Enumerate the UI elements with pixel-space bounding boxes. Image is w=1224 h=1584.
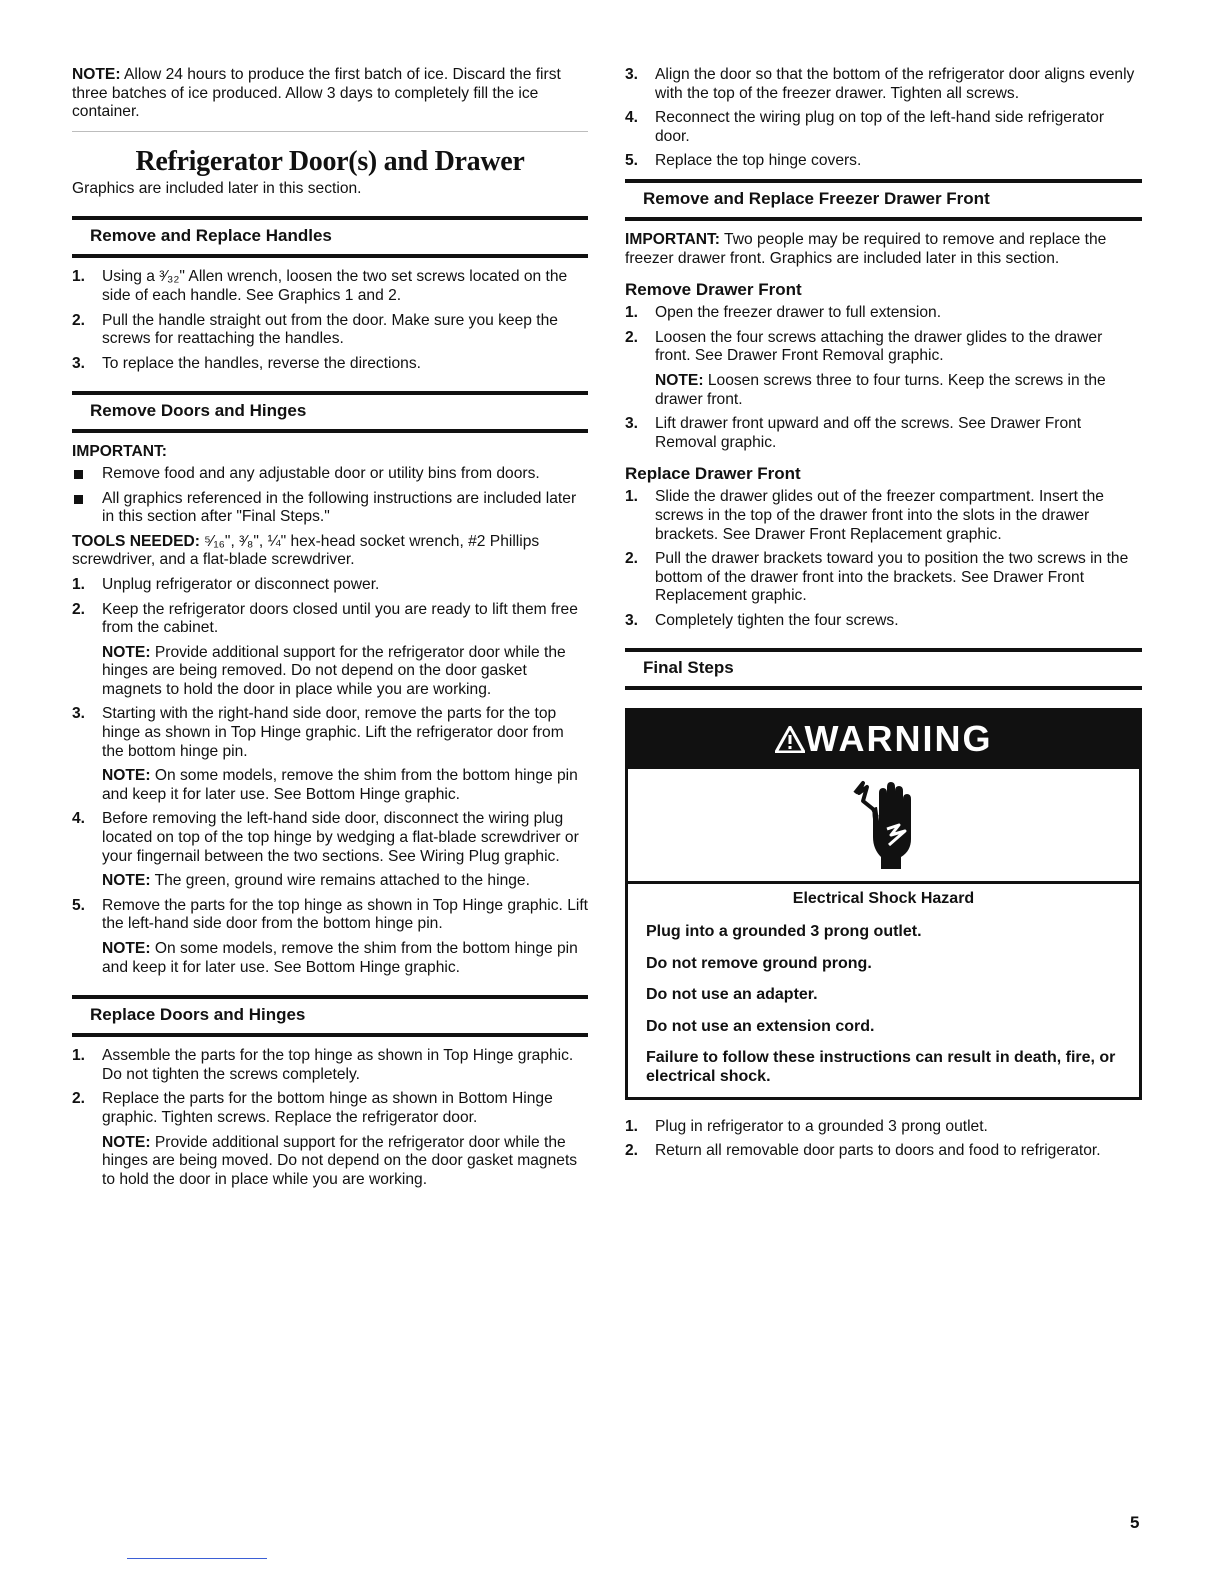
electric-shock-hand-icon — [851, 779, 917, 871]
important-label: IMPORTANT: — [72, 443, 167, 461]
replace-doors-steps-continued — [625, 66, 1142, 171]
final-steps — [625, 1118, 1142, 1161]
remove-drawer-steps — [625, 304, 1142, 452]
final-steps-heading: Final Steps — [625, 648, 1142, 690]
list-item: Remove food and any adjustable door or utility bins from doors. — [72, 465, 588, 484]
step-note: NOTE: The green, ground wire remains attached to the hinge. — [102, 872, 530, 890]
list-item: 3. Starting with the right-hand side door, remove the parts for the top hinge as shown in Top Hinge graphic. Lift the refrigerator door from the bottom hinge pin. NOTE: On some models, remove the shim from the bottom hinge pin and keep it for later use. See Bottom Hinge graphic. — [72, 705, 588, 804]
list-item: 2. Return all removable door parts to doors and food to refrigerator. — [625, 1142, 1101, 1160]
right-column — [625, 66, 1142, 1167]
warning-box — [625, 708, 1142, 1099]
step-note: NOTE: On some models, remove the shim from the bottom hinge pin and keep it for later use. See Bottom Hinge graphic. — [102, 940, 578, 976]
list-item: 1. Slide the drawer glides out of the freezer compartment. Insert the screws in the top of the drawer front into the slots in the drawer brackets. See Drawer Front Replacement graphic. — [625, 488, 1104, 543]
freezer-important: IMPORTANT: Two people may be required to remove and replace the freezer drawer front. Graphics are included later in this section. — [625, 230, 1107, 267]
list-item: 1. Open the freezer drawer to full extension. — [625, 304, 942, 322]
section-subtitle: Graphics are included later in this section. — [72, 179, 362, 197]
list-item: 2. Replace the parts for the bottom hinge as shown in Bottom Hinge graphic. Tighten screws. Replace the refrigerator door. NOTE: Provide additional support for the refrigerator door while the hinges are being moved. Do not depend on the door gasket magnets to hold the door in place while you are working. — [72, 1090, 588, 1189]
list-item: 4. Before removing the left-hand side door, disconnect the wiring plug located on top of the top hinge by wedging a flat-blade screwdriver or your fingernail between the two sections. See Wiring Plug graphic. NOTE: The green, ground wire remains attached to the hinge. — [72, 810, 588, 890]
section-title: Refrigerator Door(s) and Drawer — [135, 145, 525, 177]
freezer-heading: Remove and Replace Freezer Drawer Front — [625, 179, 1142, 221]
hazard-title: Electrical Shock Hazard — [792, 890, 975, 908]
list-item: 5. Replace the top hinge covers. — [625, 152, 862, 170]
left-column — [72, 66, 588, 1195]
list-item: 4. Reconnect the wiring plug on top of the left-hand side refrigerator door. — [625, 109, 1105, 145]
list-item: 1. Assemble the parts for the top hinge as shown in Top Hinge graphic. Do not tighten the screws completely. — [72, 1047, 574, 1083]
list-item: 5. Remove the parts for the top hinge as shown in Top Hinge graphic. Lift the left-hand side door from the bottom hinge pin. NOTE: On some models, remove the shim from the bottom hinge pin and keep it for later use. See Bottom Hinge graphic. — [72, 896, 589, 976]
list-item: All graphics referenced in the following instructions are included later in this section after "Final Steps." — [72, 490, 588, 527]
remove-doors-steps — [72, 576, 588, 977]
handles-heading: Remove and Replace Handles — [72, 216, 588, 258]
replace-drawer-steps — [625, 488, 1142, 630]
list-item: 1. Plug in refrigerator to a grounded 3 prong outlet. — [625, 1117, 988, 1135]
bullet-icon — [74, 495, 83, 504]
step-note: NOTE: Provide additional support for the refrigerator door while the hinges are being removed. Do not depend on the door gasket magnets to hold the door in place while you are working. — [102, 643, 566, 698]
remove-doors-heading: Remove Doors and Hinges — [72, 391, 588, 433]
list-item: 1. Unplug refrigerator or disconnect power. — [72, 575, 380, 593]
replace-doors-heading: Replace Doors and Hinges — [72, 995, 588, 1037]
handles-steps — [72, 268, 588, 373]
footer-rule — [127, 1558, 267, 1559]
replace-drawer-title: Replace Drawer Front — [625, 464, 801, 484]
warning-line: Do not remove ground prong. — [646, 954, 872, 972]
warning-triangle-icon — [775, 726, 805, 753]
important-bullets — [72, 465, 588, 527]
tools-needed: TOOLS NEEDED: ⁵⁄₁₆", ³⁄₈", ¼" hex-head socket wrench, #2 Phillips screwdriver, and a flat-blade screwdriver. — [72, 532, 540, 569]
shock-icon-area — [628, 769, 1139, 884]
divider — [72, 131, 588, 132]
warning-line: Failure to follow these instructions can result in death, fire, or electrical shock. — [646, 1049, 1116, 1086]
list-item: 3. Align the door so that the bottom of the refrigerator door aligns evenly with the top of the freezer drawer. Tighten all screws. — [625, 66, 1135, 102]
list-item: 3. Lift drawer front upward and off the screws. See Drawer Front Removal graphic. — [625, 415, 1082, 451]
replace-doors-steps — [72, 1047, 588, 1189]
list-item: 2. Pull the handle straight out from the door. Make sure you keep the screws for reattaching the handles. — [72, 311, 558, 348]
remove-drawer-title: Remove Drawer Front — [625, 280, 802, 300]
step-note: NOTE: Provide additional support for the refrigerator door while the hinges are being moved. Do not depend on the door gasket magnets to hold the door in place while you are working. — [102, 1133, 578, 1188]
list-item: 2. Loosen the four screws attaching the drawer glides to the drawer front. See Drawer Front Removal graphic. NOTE: Loosen screws three to four turns. Keep the screws in the drawer front. — [625, 329, 1142, 409]
list-item: 2. Pull the drawer brackets toward you to position the two screws in the bottom of the drawer front into the brackets. See Drawer Front Replacement graphic. — [625, 550, 1129, 605]
page-number: 5 — [1130, 1513, 1140, 1532]
bullet-icon — [74, 470, 83, 479]
list-item: 1. Using a ³⁄₃₂" Allen wrench, loosen the two set screws located on the side of each handle. See Graphics 1 and 2. — [72, 268, 568, 304]
step-note: NOTE: On some models, remove the shim from the bottom hinge pin and keep it for later use. See Bottom Hinge graphic. — [102, 767, 578, 803]
list-item: 3. To replace the handles, reverse the directions. — [72, 354, 421, 372]
warning-line: Do not use an extension cord. — [646, 1017, 875, 1035]
list-item: 3. Completely tighten the four screws. — [625, 611, 899, 629]
intro-note: NOTE: Allow 24 hours to produce the first batch of ice. Discard the first three batches of ice produced. Allow 3 days to completely fill the ice container. — [72, 66, 561, 121]
warning-text — [628, 884, 1139, 1096]
warning-banner: WARNING — [628, 711, 1139, 769]
warning-line: Do not use an adapter. — [646, 986, 818, 1004]
step-note: NOTE: Loosen screws three to four turns. Keep the screws in the drawer front. — [655, 371, 1106, 408]
list-item: 2. Keep the refrigerator doors closed until you are ready to lift them free from the cabinet. NOTE: Provide additional support for the refrigerator door while the hinges are being removed. Do not depend on the door gasket magnets to hold the door in place while you are working. — [72, 601, 588, 700]
warning-line: Plug into a grounded 3 prong outlet. — [646, 923, 922, 941]
